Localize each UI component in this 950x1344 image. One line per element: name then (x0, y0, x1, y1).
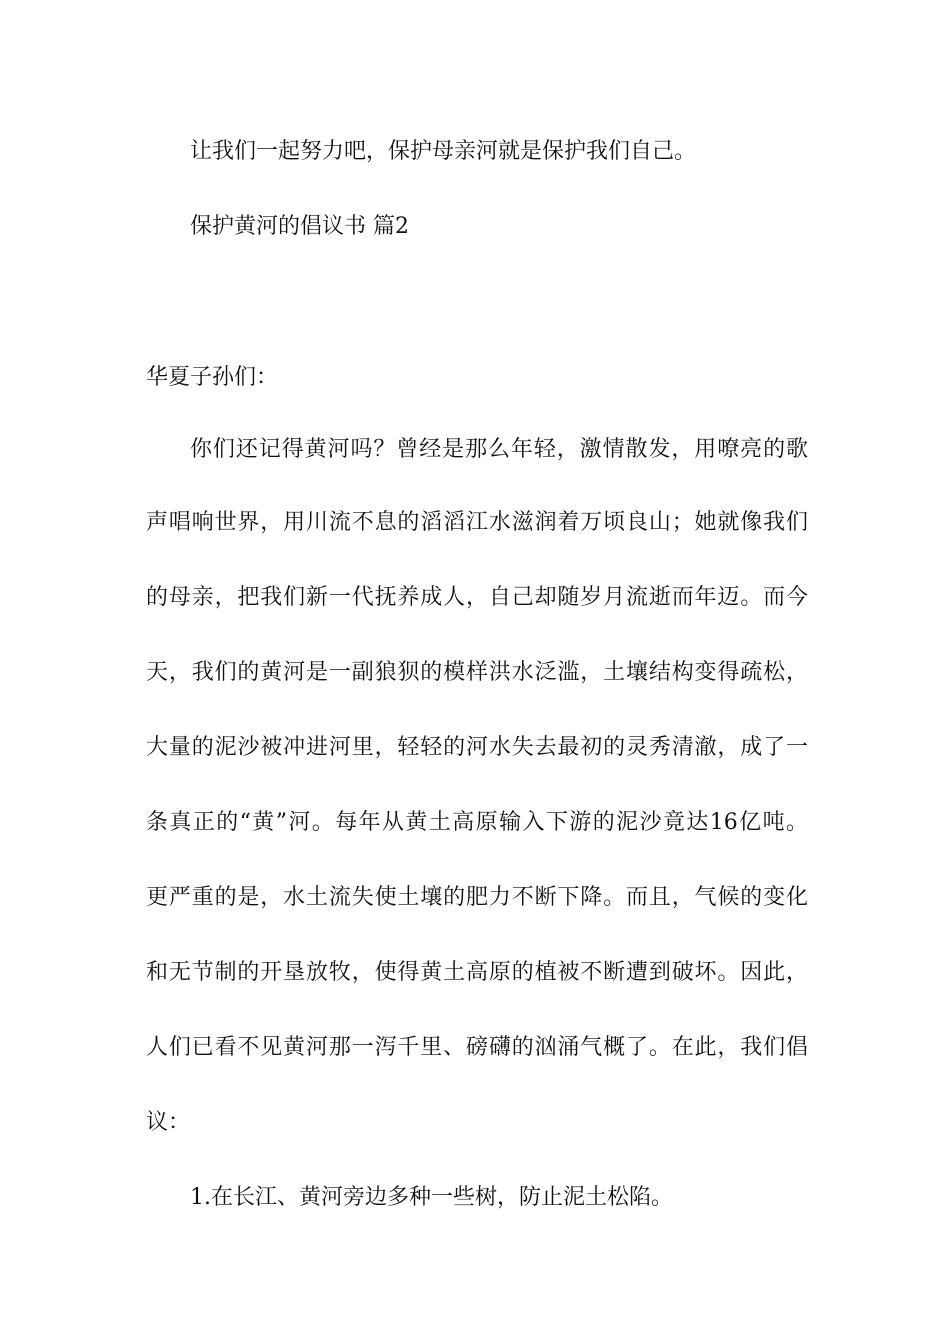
body-line: 的母亲，把我们新一代抚养成人，自己却随岁月流逝而年迈。而今 (146, 585, 808, 610)
body-line: 大量的泥沙被冲进河里，轻轻的河水失去最初的灵秀清澈，成了一 (146, 735, 808, 760)
closing-paragraph: 让我们一起努力吧，保护母亲河就是保护我们自己。 (190, 139, 697, 164)
list-item: 1.在长江、黄河旁边多种一些树，防止泥土松陷。 (190, 1185, 673, 1210)
body-line: 人们已看不见黄河那一泻千里、磅礴的汹涌气概了。在此，我们倡 (146, 1035, 808, 1060)
salutation: 华夏子孙们： (146, 365, 279, 390)
body-line: 条真正的“黄”河。每年从黄土高原输入下游的泥沙竟达16亿吨。 (146, 810, 808, 835)
body-line: 议： (146, 1110, 191, 1135)
body-line: 你们还记得黄河吗？曾经是那么年轻，激情散发，用嘹亮的歌 (190, 437, 808, 462)
body-line: 天，我们的黄河是一副狼狈的模样洪水泛滥，土壤结构变得疏松， (146, 660, 808, 685)
body-line: 和无节制的开垦放牧，使得黄土高原的植被不断遭到破坏。因此， (146, 960, 808, 985)
body-line: 声唱响世界，用川流不息的滔滔江水滋润着万顷良山；她就像我们 (146, 510, 808, 535)
section-heading: 保护黄河的倡议书 篇2 (190, 214, 409, 239)
body-line: 更严重的是，水土流失使土壤的肥力不断下降。而且，气候的变化 (146, 885, 808, 910)
